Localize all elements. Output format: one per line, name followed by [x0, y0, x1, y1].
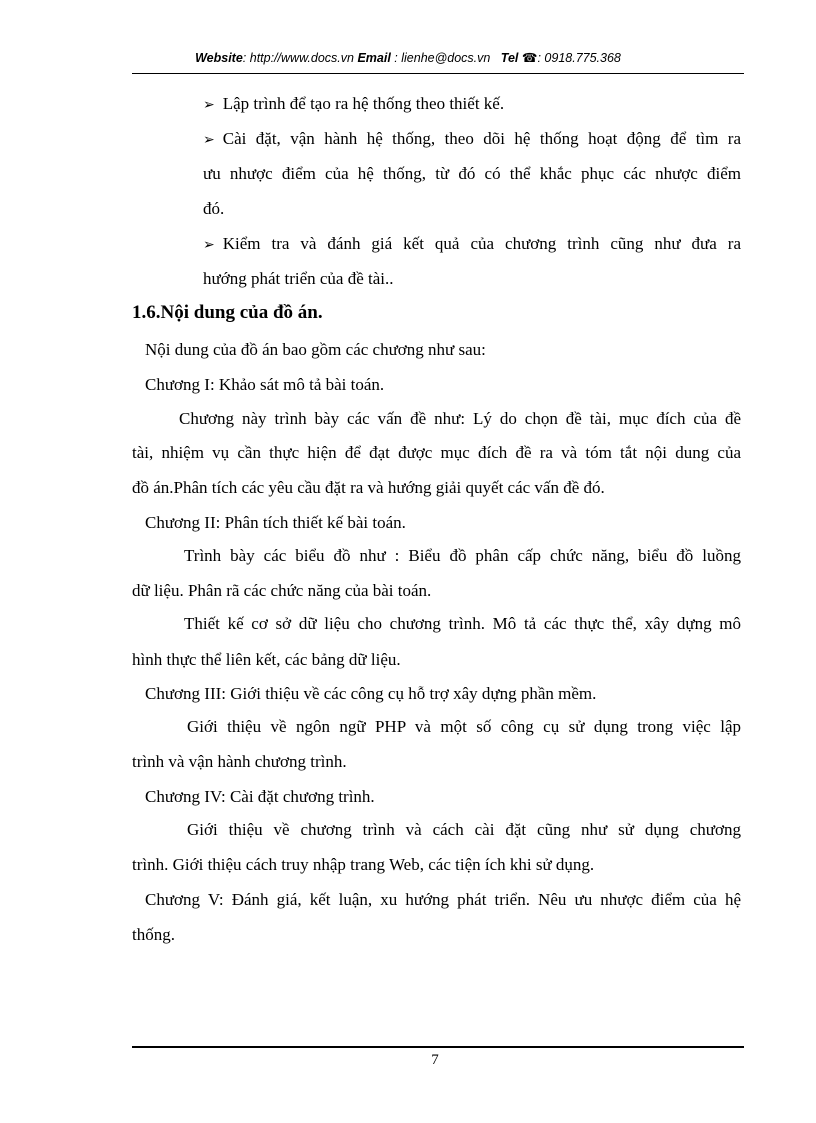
- paragraph-line: hình thực thể liên kết, các bảng dữ liệu.: [132, 650, 401, 669]
- chapter-title: Chương V: Đánh giá, kết luận, xu hướng phát triển. Nêu ưu nhược điểm của hệ: [145, 890, 741, 909]
- arrow-bullet-icon: ➢: [203, 133, 215, 148]
- header-divider: [132, 73, 744, 74]
- paragraph-line: Giới thiệu về chương trình và cách cài đặt cũng như sử dụng chương: [187, 820, 741, 839]
- tel-value: : 0918.775.368: [537, 51, 621, 65]
- paragraph-line: trình và vận hành chương trình.: [132, 752, 347, 771]
- paragraph-line: Trình bày các biểu đồ như : Biểu đồ phân cấp chức năng, biểu đồ luồng: [184, 546, 741, 565]
- email-label: Email: [357, 51, 391, 65]
- telephone-icon: ☎: [521, 51, 538, 65]
- bullet-item: [203, 234, 741, 256]
- website-value: : http://www.docs.vn: [242, 51, 354, 65]
- bullet-continuation: hướng phát triển của đề tài..: [203, 269, 394, 288]
- bullet-item: [203, 94, 504, 116]
- email-value: : lienhe@docs.vn: [390, 51, 491, 65]
- chapter-title: Chương I: Khảo sát mô tả bài toán.: [145, 375, 385, 394]
- paragraph-line: Giới thiệu về ngôn ngữ PHP và một số công cụ sử dụng trong việc lập: [187, 717, 741, 736]
- arrow-bullet-icon: ➢: [203, 98, 215, 113]
- paragraph-line: tài, nhiệm vụ cần thực hiện để đạt được mục đích đề ra và tóm tắt nội dung của: [132, 443, 741, 462]
- section-heading: 1.6.Nội dung của đồ án.: [132, 302, 323, 323]
- chapter-title: Chương IV: Cài đặt chương trình.: [145, 787, 375, 806]
- tel-label: Tel: [500, 51, 519, 65]
- arrow-bullet-icon: ➢: [203, 238, 215, 253]
- chapter-title: Chương III: Giới thiệu về các công cụ hỗ trợ xây dựng phần mềm.: [145, 684, 597, 703]
- page-number: 7: [431, 1052, 439, 1068]
- bullet-text: Lập trình để tạo ra hệ thống theo thiết kế.: [222, 94, 505, 113]
- chapter-title: Chương II: Phân tích thiết kế bài toán.: [145, 513, 406, 532]
- intro-text: Nội dung của đồ án bao gồm các chương như sau:: [145, 340, 486, 359]
- paragraph-line: thống.: [132, 925, 175, 944]
- footer-divider: [132, 1046, 744, 1048]
- page-header: [0, 50, 816, 65]
- paragraph-line: Thiết kế cơ sở dữ liệu cho chương trình. Mô tả các thực thể, xây dựng mô: [184, 614, 741, 633]
- bullet-item: [203, 129, 741, 151]
- paragraph-line: đồ án.Phân tích các yêu cầu đặt ra và hướng giải quyết các vấn đề đó.: [132, 478, 605, 497]
- website-label: Website: [195, 51, 243, 65]
- bullet-continuation: ưu nhược điểm của hệ thống, từ đó có thể khắc phục các nhược điểm: [203, 164, 741, 183]
- bullet-text: Kiểm tra và đánh giá kết quả của chương trình cũng như đưa ra: [222, 234, 741, 253]
- bullet-text: Cài đặt, vận hành hệ thống, theo dõi hệ thống hoạt động để tìm ra: [222, 129, 741, 148]
- paragraph-line: trình. Giới thiệu cách truy nhập trang Web, các tiện ích khi sử dụng.: [132, 855, 595, 874]
- bullet-continuation: đó.: [203, 199, 225, 218]
- paragraph-line: dữ liệu. Phân rã các chức năng của bài toán.: [132, 581, 432, 600]
- paragraph-line: Chương này trình bày các vấn đề như: Lý do chọn đề tài, mục đích của đề: [179, 409, 741, 428]
